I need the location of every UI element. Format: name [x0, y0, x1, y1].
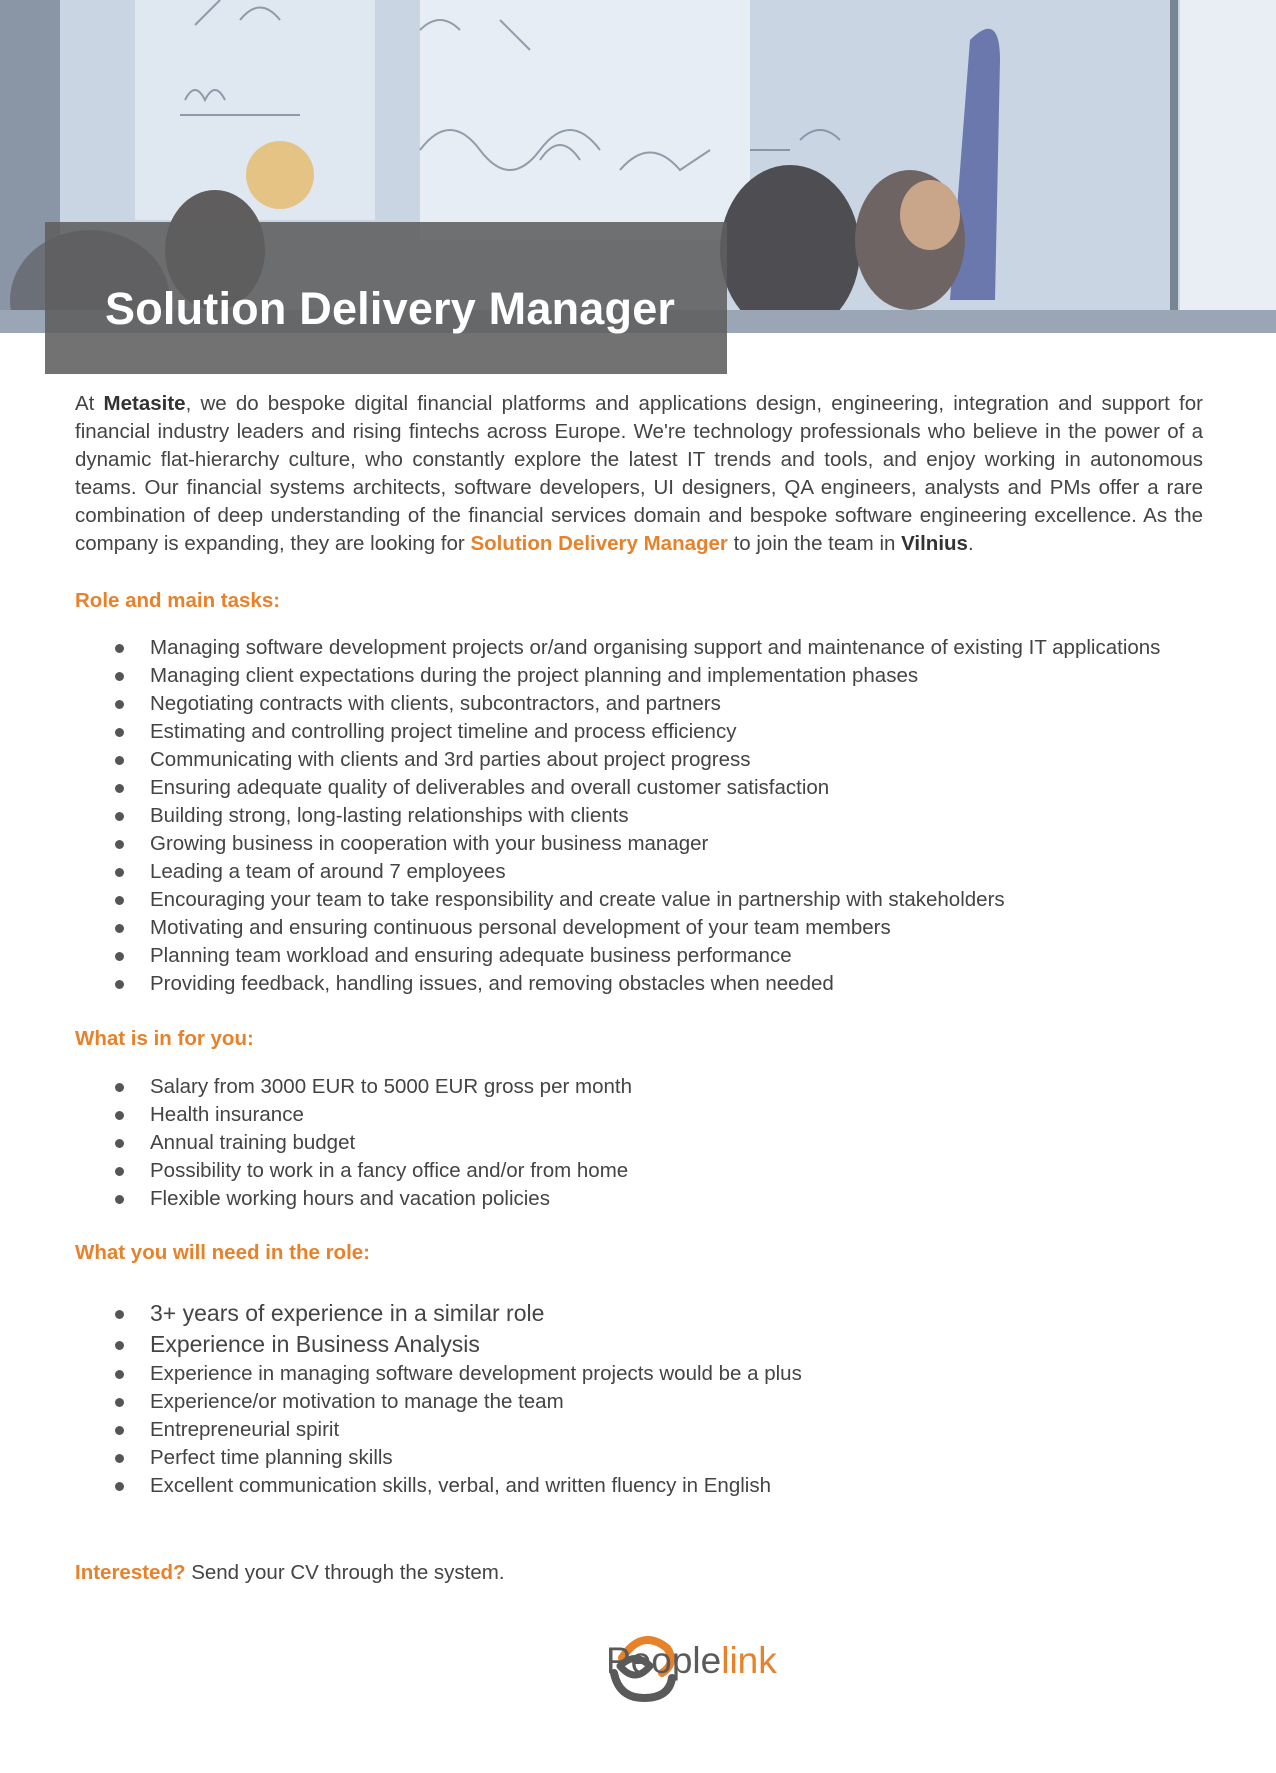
intro-paragraph	[75, 390, 1203, 558]
bullet-icon	[115, 952, 124, 961]
list-item: Estimating and controlling project timeline and process efficiency	[75, 718, 1203, 746]
bullet-icon	[115, 1454, 124, 1463]
bullet-icon	[115, 1482, 124, 1491]
list-item: Possibility to work in a fancy office and/or from home	[75, 1157, 1203, 1185]
bullet-icon	[115, 1083, 124, 1092]
list-item: Providing feedback, handling issues, and removing obstacles when needed	[75, 970, 1203, 998]
list-item: Managing software development projects or/and organising support and maintenance of existing IT applications	[75, 634, 1203, 662]
bullet-icon	[115, 1398, 124, 1407]
page-title: Solution Delivery Manager	[105, 283, 676, 334]
cta-line	[75, 1561, 505, 1585]
intro-text-1: At	[75, 392, 104, 415]
bullet-icon	[115, 1195, 124, 1204]
bullet-icon	[115, 1167, 124, 1176]
bullet-icon	[115, 896, 124, 905]
list-item: 3+ years of experience in a similar role	[75, 1298, 1203, 1329]
list-item: Planning team workload and ensuring adequate business performance	[75, 942, 1203, 970]
bullet-icon	[115, 1310, 124, 1319]
bullet-icon	[115, 1370, 124, 1379]
bullet-icon	[115, 924, 124, 933]
list-item: Experience in managing software development projects would be a plus	[75, 1360, 1203, 1388]
list-item: Salary from 3000 EUR to 5000 EUR gross per month	[75, 1073, 1203, 1101]
list-item: Flexible working hours and vacation policies	[75, 1185, 1203, 1213]
intro-text-3: to join the team in	[727, 532, 902, 555]
cta-label: Interested?	[75, 1561, 186, 1584]
benefits-heading: What is in for you:	[75, 1027, 254, 1050]
requirements-list	[75, 1298, 1203, 1500]
bullet-icon	[115, 1111, 124, 1120]
bullet-icon	[115, 868, 124, 877]
bullet-icon	[115, 812, 124, 821]
list-item: Entrepreneurial spirit	[75, 1416, 1203, 1444]
tasks-heading: Role and main tasks:	[75, 589, 281, 612]
list-item: Encouraging your team to take responsibility and create value in partnership with stakeholders	[75, 886, 1203, 914]
bullet-icon	[115, 840, 124, 849]
list-item: Managing client expectations during the project planning and implementation phases	[75, 662, 1203, 690]
bullet-icon	[115, 756, 124, 765]
intro-text-4: .	[967, 532, 974, 555]
bullet-icon	[115, 784, 124, 793]
list-item: Building strong, long-lasting relationships with clients	[75, 802, 1203, 830]
list-item: Perfect time planning skills	[75, 1444, 1203, 1472]
list-item: Motivating and ensuring continuous personal development of your team members	[75, 914, 1203, 942]
list-item: Health insurance	[75, 1101, 1203, 1129]
peoplelink-logo-text: Peoplelink	[606, 1640, 777, 1681]
bullet-icon	[115, 672, 124, 681]
company-name: Metasite	[103, 392, 186, 415]
city-name: Vilnius	[901, 532, 968, 555]
cta-text: Send your CV through the system.	[185, 1561, 505, 1584]
tasks-list	[75, 634, 1203, 998]
list-item: Growing business in cooperation with your business manager	[75, 830, 1203, 858]
intro-section	[75, 390, 1203, 558]
requirements-heading: What you will need in the role:	[75, 1241, 370, 1264]
bullet-icon	[115, 700, 124, 709]
list-item: Leading a team of around 7 employees	[75, 858, 1203, 886]
intro-text-2: , we do bespoke digital financial platforms and applications design, engineering, integration and support for financial industry leaders and rising fintechs across Europe. We're technology professionals who believe in the power of a dynamic flat-hierarchy culture, who constantly explore the latest IT trends and tools, and enjoy working in autonomous teams. Our financial systems architects, software developers, UI designers, QA engineers, analysts and PMs offer a rare combination of deep understanding of the financial services domain and bespoke software engineering excellence. As the company is expanding, they are looking for	[75, 392, 1203, 555]
list-item: Communicating with clients and 3rd parties about project progress	[75, 746, 1203, 774]
list-item: Annual training budget	[75, 1129, 1203, 1157]
bullet-icon	[115, 1139, 124, 1148]
bullet-icon	[115, 728, 124, 737]
list-item: Ensuring adequate quality of deliverables and overall customer satisfaction	[75, 774, 1203, 802]
list-item: Experience in Business Analysis	[75, 1329, 1203, 1360]
benefits-list	[75, 1073, 1203, 1213]
list-item: Excellent communication skills, verbal, and written fluency in English	[75, 1472, 1203, 1500]
bullet-icon	[115, 644, 124, 653]
list-item: Experience/or motivation to manage the team	[75, 1388, 1203, 1416]
bullet-icon	[115, 980, 124, 989]
bullet-icon	[115, 1426, 124, 1435]
list-item: Negotiating contracts with clients, subcontractors, and partners	[75, 690, 1203, 718]
bullet-icon	[115, 1341, 124, 1350]
role-name: Solution Delivery Manager	[470, 532, 728, 555]
